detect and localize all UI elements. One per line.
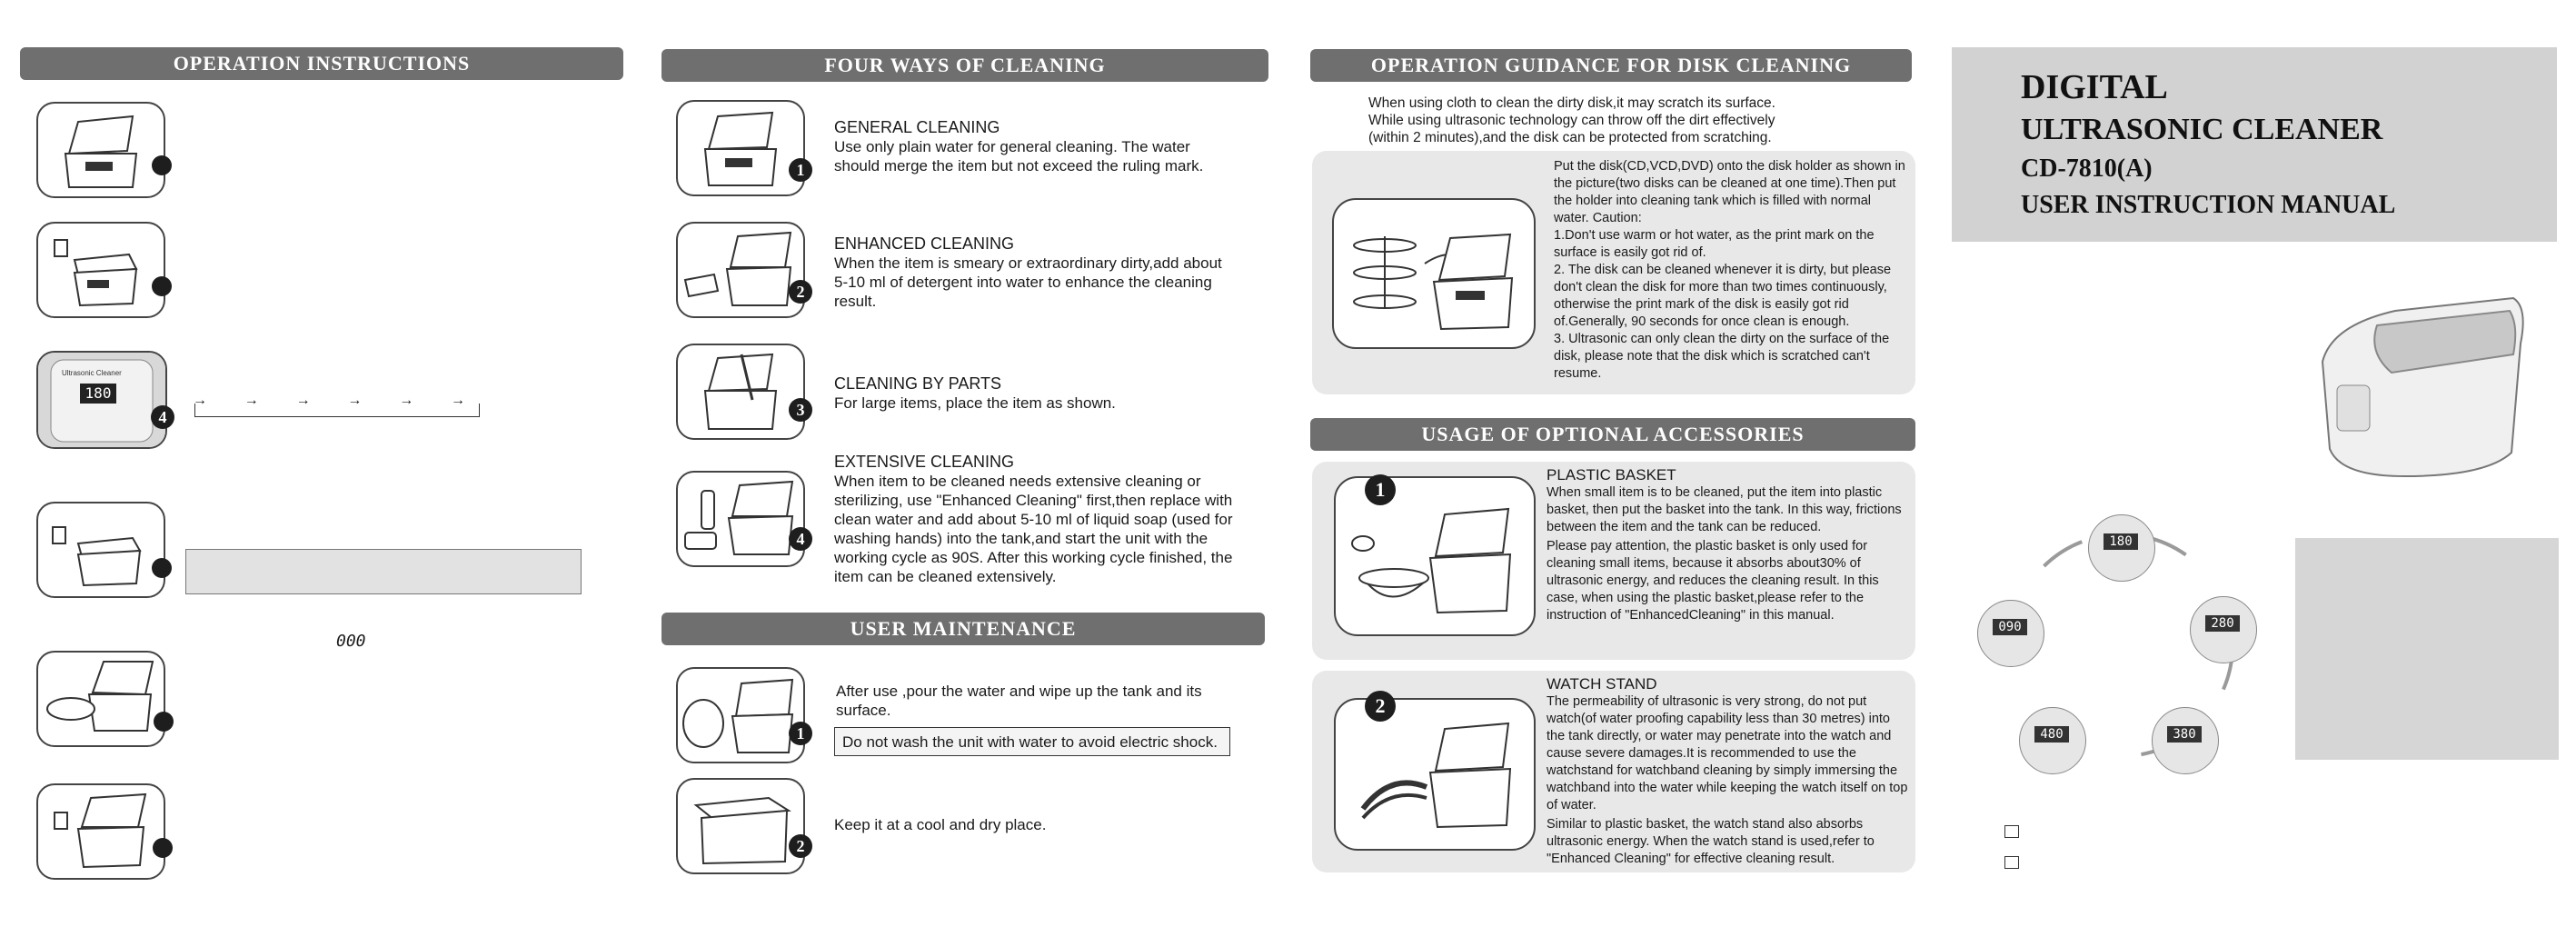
arrow-icon: →: [347, 393, 363, 408]
step-5-note-box: [185, 549, 582, 594]
arrow-icon: →: [193, 393, 207, 408]
cover-line-digital: DIGITAL: [2021, 68, 2168, 106]
way-2-heading: ENHANCED CLEANING: [834, 234, 1015, 253]
way-4-number: 4: [789, 527, 812, 551]
cycle-diagram: [1972, 509, 2272, 800]
device-brand-label: Ultrasonic Cleaner: [62, 369, 122, 377]
cycle-dial-3: [2152, 707, 2219, 774]
way-4-text: [834, 453, 1234, 586]
user-maintenance-banner: USER MAINTENANCE: [661, 613, 1265, 645]
arrow-icon: →: [450, 393, 465, 408]
cover-manual-title: USER INSTRUCTION MANUAL: [2021, 191, 2396, 219]
way-4-heading: EXTENSIVE CLEANING: [834, 453, 1015, 471]
step-1-marker: [152, 155, 172, 175]
cover-title-box: [1952, 47, 2557, 242]
accessories-banner: USAGE OF OPTIONAL ACCESSORIES: [1310, 418, 1915, 451]
disk-intro-text: When using cloth to clean the dirty disk,it may scratch its surface. While using ultrasonic technology can throw off the dirt effectively (within 2 minutes),and the disk can be protected from scratching.: [1368, 95, 1775, 145]
basket-image: [1334, 476, 1536, 636]
step-4-badge: 4: [151, 405, 174, 429]
way-2-body: When the item is smeary or extraordinary dirty,add about 5-10 ml of detergent into water to enhance the cleaning result.: [834, 254, 1222, 310]
watch-paragraph-1: The permeability of ultrasonic is very strong, do not put watch(of water proofing capability less than 30 metres) into the tank directly, or water may penetrate into the watch and cause severe damages.It is recommended to use the watchstand for watchband cleaning by simply immersing the watchband into the water while keeping the watch itself on top of water.: [1547, 694, 1908, 812]
basket-number: 1: [1365, 474, 1396, 505]
step-2-marker: [152, 276, 172, 296]
cover-model-number: CD-7810(A): [2021, 154, 2153, 183]
cycle-dial-5: [1977, 600, 2044, 667]
way-2-text: [834, 234, 1234, 311]
cycle-display-3: 380: [2167, 726, 2202, 743]
arrow-icon: →: [244, 393, 259, 408]
way-2-number: 2: [789, 280, 812, 304]
step-6-marker: [154, 712, 174, 732]
basket-paragraph-2: Please pay attention, the plastic basket is only used for cleaning small items, because it absorbs about30% of ultrasonic energy, and reduces the cleaning result. In this case, when using the plastic basket,please refer to the instruction of "EnhancedCleaning" in this manual.: [1547, 539, 1879, 623]
watch-text: [1547, 674, 1908, 868]
step-5-marker: [152, 558, 172, 578]
basket-paragraph-1: When small item is to be cleaned, put the item into plastic basket, then put the basket into the tank. In this way, frictions between the item and the tank can be reduced.: [1547, 485, 1902, 534]
way-1-text: [834, 118, 1234, 175]
way-1-body: Use only plain water for general cleaning. The water should merge the item but not exceed the ruling mark.: [834, 138, 1204, 174]
disk-caution-1: 1.Don't use warm or hot water, as the print mark on the surface is easily got rid of.: [1554, 228, 1875, 260]
cover-grey-box: [2295, 538, 2559, 760]
cycle-display-2: 280: [2205, 615, 2240, 632]
arrow-icon: →: [295, 393, 311, 408]
operation-instructions-banner: OPERATION INSTRUCTIONS: [20, 47, 623, 80]
cover-line-product: ULTRASONIC CLEANER: [2021, 113, 2383, 146]
maintenance-2-image: [676, 778, 805, 874]
cycle-display-5: 090: [1993, 619, 2027, 635]
way-1-image: [676, 100, 805, 196]
four-ways-banner: FOUR WAYS OF CLEANING: [661, 49, 1268, 82]
step-7-image: [36, 783, 165, 880]
cycle-dial-1: [2088, 514, 2155, 582]
way-2-image: [676, 222, 805, 318]
cycle-display-4: 480: [2034, 726, 2069, 743]
maintenance-1-text: After use ,pour the water and wipe up the tank and its surface.: [836, 683, 1202, 719]
control-display: 180: [80, 384, 116, 404]
cycle-dial-4: [2019, 707, 2086, 774]
maintenance-2-text: Keep it at a cool and dry place.: [834, 816, 1047, 833]
way-3-heading: CLEANING BY PARTS: [834, 374, 1002, 393]
disk-instructions: [1554, 158, 1908, 383]
way-4-body: When item to be cleaned needs extensive cleaning or sterilizing, use "Enhanced Cleaning" first,then replace with clean water and add about 5-10 ml of liquid soap (used for washing hands) into the tank,and start the unit with the working cycle as 90S. After this working cycle finished, the item can be cleaned extensively.: [834, 473, 1233, 585]
way-4-image: [676, 471, 805, 567]
disk-holder-image: [1332, 198, 1536, 349]
step-7-marker: [153, 838, 173, 858]
basket-heading: PLASTIC BASKET: [1547, 466, 1676, 483]
maintenance-1-number: 1: [789, 722, 812, 745]
step-2-image: [36, 222, 165, 318]
basket-text: [1547, 465, 1908, 624]
step-6-image: [36, 651, 165, 747]
disk-caution-2: 2. The disk can be cleaned whenever it is dirty, but please don't clean the disk for more than two times continuously, otherwise the print mark of the disk is easily got rid of.Generally, 90 seconds for once clean is enough.: [1554, 263, 1892, 329]
watch-heading: WATCH STAND: [1547, 675, 1657, 693]
disk-cleaning-banner: OPERATION GUIDANCE FOR DISK CLEANING: [1310, 49, 1912, 82]
step-1-image: [36, 102, 165, 198]
checkbox-square-icon: [2004, 856, 2019, 869]
cycle-dial-2: [2190, 596, 2257, 663]
way-3-image: [676, 344, 805, 440]
way-3-number: 3: [789, 398, 812, 422]
disk-instruction-paragraph: Put the disk(CD,VCD,DVD) onto the disk holder as shown in the picture(two disks can be cleaned at one time).Then put the holder into cleaning tank which is filled with normal water. Caution:: [1554, 159, 1905, 225]
way-1-heading: GENERAL CLEANING: [834, 118, 1000, 136]
maintenance-warning-box: Do not wash the unit with water to avoid electric shock.: [834, 727, 1230, 756]
way-1-number: 1: [789, 158, 812, 182]
way-3-text: [834, 374, 1234, 413]
cycle-display-1: 180: [2104, 533, 2138, 550]
sequence-arrows: [193, 393, 465, 409]
step-5-image: [36, 502, 165, 598]
disk-caution-3: 3. Ultrasonic can only clean the dirty on the surface of the disk, please note that the disk which is scratched can't resume.: [1554, 332, 1890, 381]
arrow-icon: →: [399, 393, 414, 408]
small-display-readout: 000: [336, 632, 366, 651]
watch-number: 2: [1365, 691, 1396, 722]
product-image: [2304, 289, 2531, 480]
maintenance-1-image: [676, 667, 805, 763]
way-3-body: For large items, place the item as shown.: [834, 394, 1116, 412]
maintenance-2-number: 2: [789, 834, 812, 858]
watch-stand-image: [1334, 698, 1536, 851]
checkbox-square-icon: [2004, 825, 2019, 838]
watch-paragraph-2: Similar to plastic basket, the watch stand also absorbs ultrasonic energy. When the watch stand is used,refer to "Enhanced Cleaning" for effective cleaning result.: [1547, 817, 1875, 866]
